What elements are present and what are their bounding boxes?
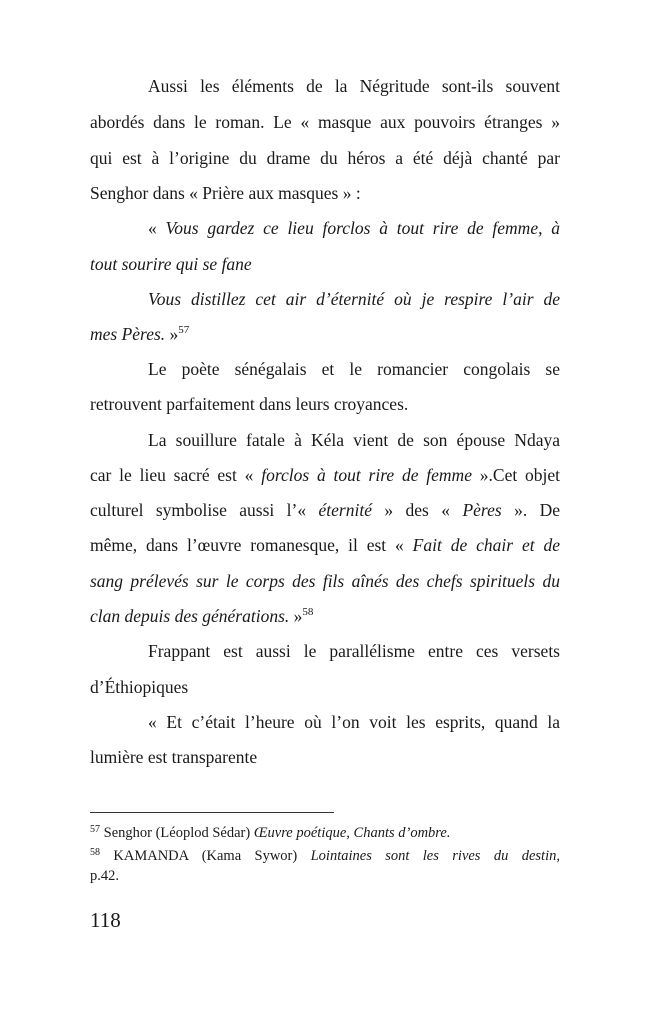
footnote-text-italic: Œuvre poétique, Chants d’ombre. xyxy=(253,825,451,841)
footnote-text: Senghor (Léoplod Sédar) xyxy=(100,825,254,841)
quote-text: tout sourire qui se fane xyxy=(90,254,252,274)
paragraph-line: Aussi les éléments de la Négritude sont-ils souvent xyxy=(148,76,560,96)
quote-line xyxy=(148,289,560,309)
text-run-italic: forclos à tout rire de femme xyxy=(261,465,472,485)
text-run: même, dans l’œuvre romanesque, il est « xyxy=(90,535,413,555)
text-run: culturel symbolise aussi l’« xyxy=(90,500,319,520)
text-run: » des « xyxy=(371,500,463,520)
paragraph-line xyxy=(90,606,560,626)
quote-line: lumière est transparente xyxy=(90,747,258,767)
footnote-57 xyxy=(90,824,560,842)
paragraph-line xyxy=(90,535,560,555)
paragraph-line xyxy=(90,465,560,485)
text-run: car le lieu sacré est « xyxy=(90,465,262,485)
quote-line xyxy=(90,324,560,344)
footnote-58-cont: p.42. xyxy=(90,868,119,884)
footnote-text-italic: Lointaines sont les rives du destin, xyxy=(310,848,560,864)
paragraph-line: qui est à l’origine du drame du héros a été déjà chanté par xyxy=(90,148,560,168)
quote-line xyxy=(90,254,560,274)
text-run-italic: Pères xyxy=(462,500,502,520)
footnote-text: KAMANDA (Kama Sywor) xyxy=(100,848,311,864)
paragraph-line: Frappant est aussi le parallélisme entre ces versets xyxy=(148,641,560,661)
paragraph-line xyxy=(90,500,560,520)
footnote-58 xyxy=(90,847,560,865)
text-run-italic: sang prélevés sur le corps des fils aînés des chefs spirituels du xyxy=(90,571,560,591)
footnote-ref-58: 58 xyxy=(302,606,314,618)
quote-text: mes Pères. xyxy=(90,324,166,344)
paragraph-line: Le poète sénégalais et le romancier congolais se xyxy=(148,359,560,379)
text-run: ».Cet objet xyxy=(471,465,560,485)
quote-text: Vous distillez cet air d’éternité où je respire l’air de xyxy=(148,289,560,309)
paragraph-line xyxy=(90,571,560,591)
paragraph-line: retrouvent parfaitement dans leurs croyances. xyxy=(90,394,409,414)
paragraph-line: La souillure fatale à Kéla vient de son épouse Ndaya xyxy=(148,430,560,450)
footnote-number: 58 xyxy=(90,847,100,858)
quote-close: » xyxy=(165,324,179,344)
paragraph-line: Senghor dans « Prière aux masques » : xyxy=(90,183,361,203)
footnote-number: 57 xyxy=(90,824,100,835)
paragraph-line: abordés dans le roman. Le « masque aux pouvoirs étranges » xyxy=(90,112,560,132)
text-run-italic: éternité xyxy=(318,500,372,520)
quote-text: Vous gardez ce lieu forclos à tout rire de femme, à xyxy=(165,218,560,238)
text-run-italic: Fait de chair et de xyxy=(412,535,560,555)
footnote-divider xyxy=(90,812,334,813)
page-number: 118 xyxy=(90,908,121,932)
paragraph-line: d’Éthiopiques xyxy=(90,677,189,697)
footnote-ref-57: 57 xyxy=(178,324,190,336)
text-run-italic: clan depuis des générations. xyxy=(90,606,290,626)
text-run: » xyxy=(289,606,303,626)
quote-line xyxy=(148,218,560,238)
quote-open: « xyxy=(148,218,166,238)
quote-line: « Et c’était l’heure où l’on voit les esprits, quand la xyxy=(148,712,560,732)
text-run: ». De xyxy=(501,500,561,520)
